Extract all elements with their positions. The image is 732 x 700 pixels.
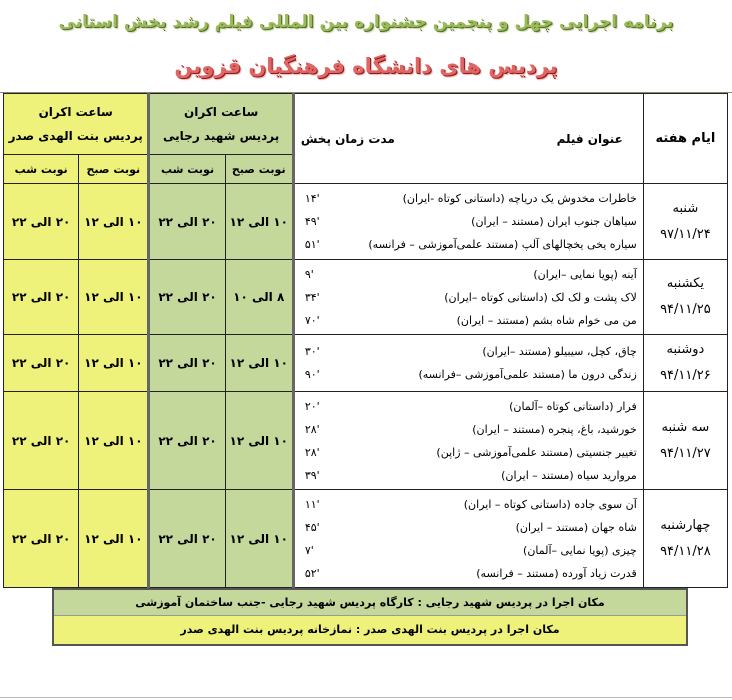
film-duration: ۴۹' xyxy=(304,215,320,228)
film-list xyxy=(293,335,643,392)
day-name: چهارشنبه xyxy=(660,517,711,533)
sadr-night-time: ۲۰ الی ۲۲ xyxy=(4,490,79,588)
film-item xyxy=(295,441,643,464)
header-film-title: عنوان فیلم xyxy=(556,131,623,146)
film-duration: ۷' xyxy=(304,543,314,557)
film-item xyxy=(295,210,643,233)
day-cell xyxy=(643,260,727,335)
film-title: چاق، کچل، سیبیلو (مستند –ایران) xyxy=(482,345,637,358)
sadr-morning-time: ۱۰ الی ۱۲ xyxy=(79,260,149,335)
location-footer xyxy=(52,588,688,646)
film-duration: ۱۱' xyxy=(304,497,320,511)
film-item xyxy=(295,187,643,210)
film-title: مروارید سیاه (مستند – ایران) xyxy=(501,468,637,482)
day-date: ۹۴/۱۱/۲۶ xyxy=(660,368,711,383)
day-name: سه شنبه xyxy=(661,419,710,435)
sadr-night-time: ۲۰ الی ۲۲ xyxy=(4,184,79,260)
rajaei-night-time: ۲۰ الی ۲۲ xyxy=(149,260,225,335)
day-date: ۹۴/۱۱/۲۷ xyxy=(660,445,711,461)
film-title: شاه جهان (مستند – ایران) xyxy=(515,520,637,534)
film-item xyxy=(295,418,643,441)
day-date: ۹۴/۱۱/۲۵ xyxy=(660,302,711,317)
table-row xyxy=(4,335,728,392)
film-list xyxy=(293,392,643,490)
day-name: دوشنبه xyxy=(666,342,705,357)
film-duration: ۵۲' xyxy=(304,566,320,580)
film-title: تغییر جنسیتی (مستند علمی‌آموزشی – ژاپن) xyxy=(436,445,637,459)
film-item xyxy=(295,363,643,386)
film-title: فرار (داستانی کوتاه –آلمان) xyxy=(509,399,637,413)
page-title: برنامه اجرایی چهل و پنجمین جشنواره بین المللی فیلم رشد بخش استانی xyxy=(58,12,674,32)
table-row xyxy=(4,184,728,260)
film-title: چیزی (پویا نمایی –آلمان) xyxy=(523,543,637,557)
sadr-night-time: ۲۰ الی ۲۲ xyxy=(4,335,79,392)
film-list xyxy=(293,260,643,335)
film-duration: ۷۰' xyxy=(304,313,320,327)
film-duration: ۹۰' xyxy=(304,368,320,381)
sadr-morning-time: ۱۰ الی ۱۲ xyxy=(79,184,149,260)
sadr-morning-time: ۱۰ الی ۱۲ xyxy=(79,335,149,392)
day-name: یکشنبه xyxy=(666,276,704,291)
page-subtitle: پردیس های دانشگاه فرهنگیان قزوین xyxy=(174,54,558,78)
rajaei-night-time: ۲۰ الی ۲۲ xyxy=(149,335,225,392)
film-item xyxy=(295,286,643,309)
schedule-table xyxy=(3,93,728,588)
film-title: آن سوی جاده (داستانی کوتاه – ایران) xyxy=(463,497,637,511)
header-sadr-night: نوبت شب xyxy=(4,155,79,184)
header-rajaei-night: نوبت شب xyxy=(149,155,225,184)
sadr-morning-time: ۱۰ الی ۱۲ xyxy=(79,392,149,490)
sadr-night-time: ۲۰ الی ۲۲ xyxy=(4,260,79,335)
day-cell xyxy=(643,184,727,260)
header-sadr-morning: نوبت صبح xyxy=(79,155,149,184)
header-sadr-group xyxy=(4,94,149,155)
rajaei-night-time: ۲۰ الی ۲۲ xyxy=(149,490,225,588)
film-title: زندگی درون ما (مستند علمی‌آموزشی –فرانسه) xyxy=(418,368,637,381)
table-row xyxy=(4,392,728,490)
film-duration: ۹' xyxy=(304,267,314,281)
header-film xyxy=(293,94,643,184)
film-list xyxy=(293,184,643,260)
header-rajaei-line1: ساعت اکران xyxy=(183,105,259,119)
sadr-location: مکان اجرا در پردیس بنت الهدی صدر : نمازخانه پردیس بنت الهدی صدر xyxy=(54,616,686,644)
day-cell xyxy=(643,490,727,588)
film-duration: ۳۹' xyxy=(304,468,320,482)
film-duration: ۴۵' xyxy=(304,520,320,534)
film-title: من می خوام شاه بشم (مستند – ایران) xyxy=(456,313,637,327)
header-sadr-line1: ساعت اکران xyxy=(38,105,113,119)
film-duration: ۳۴' xyxy=(304,290,320,304)
header-duration: مدت زمان پخش xyxy=(300,131,395,146)
film-duration: ۳۰' xyxy=(304,345,320,358)
header-sadr-line2: پردیس بنت الهدی صدر xyxy=(8,129,143,143)
film-duration: ۱۴' xyxy=(304,192,320,205)
header-rajaei-group xyxy=(149,94,293,155)
rajaei-night-time: ۲۰ الی ۲۲ xyxy=(149,392,225,490)
film-duration: ۲۰' xyxy=(304,399,320,413)
rajaei-morning-time: ۱۰ الی ۱۲ xyxy=(225,184,293,260)
day-date: ۹۴/۱۱/۲۸ xyxy=(660,543,711,559)
bottom-divider xyxy=(0,697,732,698)
header-day: ایام هفته xyxy=(643,94,727,184)
day-cell xyxy=(643,392,727,490)
film-duration: ۵۱' xyxy=(304,238,320,251)
film-title: سیاهان جنوب ایران (مستند – ایران) xyxy=(471,215,637,228)
film-title: آینه (پویا نمایی –ایران) xyxy=(533,267,637,281)
film-item xyxy=(295,464,643,487)
film-list xyxy=(293,490,643,588)
rajaei-morning-time: ۱۰ الی ۱۲ xyxy=(225,335,293,392)
film-duration: ۲۸' xyxy=(304,422,320,436)
table-row xyxy=(4,260,728,335)
film-duration: ۲۸' xyxy=(304,445,320,459)
day-date: ۹۷/۱۱/۲۴ xyxy=(660,226,711,242)
film-item xyxy=(295,539,643,562)
header-rajaei-line2: پردیس شهید رجایی xyxy=(163,129,280,143)
film-title: خاطرات مخدوش یک دریاچه (داستانی کوتاه -ایران) xyxy=(402,192,637,205)
sadr-night-time: ۲۰ الی ۲۲ xyxy=(4,392,79,490)
film-item xyxy=(295,562,643,585)
day-name: شنبه xyxy=(672,200,699,216)
film-item xyxy=(295,263,643,286)
table-row xyxy=(4,490,728,588)
film-item xyxy=(295,309,643,332)
film-item xyxy=(295,340,643,363)
rajaei-location: مکان اجرا در پردیس شهید رجایی : کارگاه پردیس شهید رجایی -جنب ساختمان آموزشی xyxy=(54,590,686,616)
sadr-morning-time: ۱۰ الی ۱۲ xyxy=(79,490,149,588)
rajaei-morning-time: ۱۰ الی ۱۲ xyxy=(225,490,293,588)
film-title: خورشید، باغ، پنجره (مستند – ایران) xyxy=(472,422,637,436)
rajaei-morning-time: ۸ الی ۱۰ xyxy=(225,260,293,335)
film-item xyxy=(295,395,643,418)
day-cell xyxy=(643,335,727,392)
header-rajaei-morning: نوبت صبح xyxy=(225,155,293,184)
film-item xyxy=(295,493,643,516)
film-item xyxy=(295,516,643,539)
film-title: لاک پشت و لک لک (داستانی کوتاه –ایران) xyxy=(444,290,637,304)
film-item xyxy=(295,233,643,256)
film-title: قدرت زیاد آورده (مستند – فرانسه) xyxy=(476,566,637,580)
film-title: سیاره یخی یخچالهای آلپ (مستند علمی‌آموزشی – فرانسه) xyxy=(368,238,637,251)
rajaei-morning-time: ۱۰ الی ۱۲ xyxy=(225,392,293,490)
rajaei-night-time: ۲۰ الی ۲۲ xyxy=(149,184,225,260)
